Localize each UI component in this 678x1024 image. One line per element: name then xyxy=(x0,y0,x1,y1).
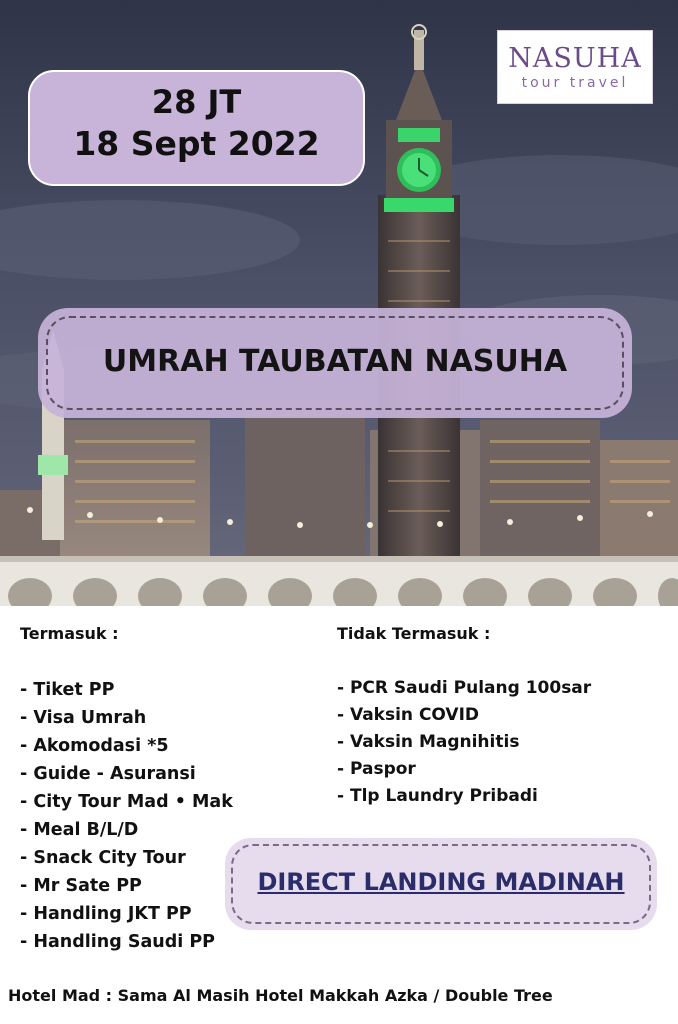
price-badge xyxy=(28,70,365,186)
included-heading: Termasuk : xyxy=(20,624,119,643)
list-item: - Visa Umrah xyxy=(20,708,147,728)
list-item: - Guide - Asuransi xyxy=(20,764,196,784)
list-item: - Handling JKT PP xyxy=(20,904,192,924)
departure-date: 18 Sept 2022 xyxy=(73,124,320,163)
logo-brand-name: NASUHA xyxy=(508,43,642,74)
list-item: - Akomodasi *5 xyxy=(20,736,169,756)
list-item: - Tlp Laundry Pribadi xyxy=(337,786,538,806)
list-item: - Snack City Tour xyxy=(20,848,186,868)
list-item: - Meal B/L/D xyxy=(20,820,139,840)
list-item: - Tiket PP xyxy=(20,680,115,700)
list-item: - Paspor xyxy=(337,759,416,779)
list-item: - Handling Saudi PP xyxy=(20,932,216,952)
list-item: - PCR Saudi Pulang 100sar xyxy=(337,678,592,698)
direct-landing-text: DIRECT LANDING MADINAH xyxy=(257,868,625,896)
price-amount: 28 JT xyxy=(151,83,242,121)
nasuha-logo xyxy=(497,30,653,104)
title-banner xyxy=(38,308,632,418)
list-item: - Vaksin Magnihitis xyxy=(337,732,520,752)
list-item: - Vaksin COVID xyxy=(337,705,480,725)
hotel-info: Hotel Mad : Sama Al Masih Hotel Makkah Azka / Double Tree xyxy=(8,986,553,1005)
excluded-list xyxy=(337,675,591,810)
package-title: UMRAH TAUBATAN NASUHA xyxy=(102,344,568,379)
excluded-heading: Tidak Termasuk : xyxy=(337,624,491,643)
logo-tagline: tour travel xyxy=(521,75,629,91)
included-list xyxy=(20,676,233,956)
list-item: - Mr Sate PP xyxy=(20,876,142,896)
direct-landing-badge xyxy=(225,838,657,930)
list-item: - City Tour Mad • Mak xyxy=(20,792,233,812)
